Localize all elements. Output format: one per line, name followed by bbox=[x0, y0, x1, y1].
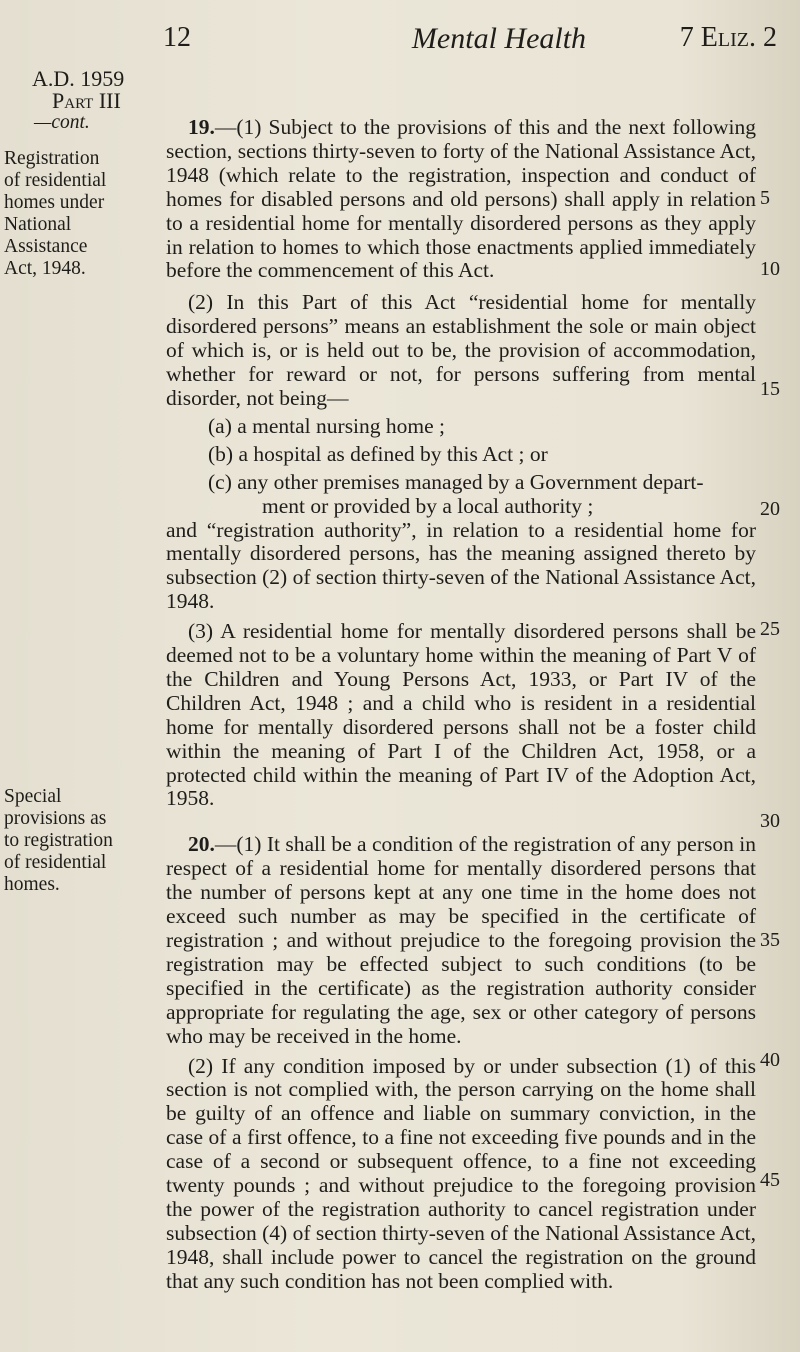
margin-year-part bbox=[4, 68, 152, 134]
section-20-subsection-2: (2) If any condition imposed by or under subsection (1) of this section is not complied with, the person carrying on the home shall be guilty of an offence and liable on summary conviction, in the case of a first offence, to a fine not exceeding five pounds and in the case of a second or subsequent offence, to a fine not exceeding twenty pounds ; and without prejudice to the foregoing provision the power of the registration authority to cancel registration under subsection (4) of section thirty-seven of the National Assistance Act, 1948, shall include power to cancel the registration on the ground that any such condition has not been complied with. bbox=[166, 1053, 756, 1293]
line-number: 35 bbox=[760, 929, 780, 951]
list-item-c-continued: ment or provided by a local authority ; bbox=[262, 493, 594, 518]
margin-note-special-provisions bbox=[4, 786, 152, 896]
margin-note-line: Registration bbox=[4, 148, 100, 169]
margin-note-line: Act, 1948. bbox=[4, 258, 86, 279]
margin-note-line: to registration bbox=[4, 830, 113, 851]
section-number: 20. bbox=[188, 832, 215, 857]
margin-note-line: provisions as bbox=[4, 808, 107, 829]
margin-note-line: National bbox=[4, 214, 72, 235]
line-number: 15 bbox=[760, 378, 780, 400]
margin-note-line: of residential bbox=[4, 852, 107, 873]
section-19-subsection-2: (2) In this Part of this Act “residential home for mentally disordered persons” means an establishment the sole or main object of which is, or is held out to be, the provision of accommodation, whether for reward or not, for persons suffering from mental disorder, not being— bbox=[166, 290, 756, 410]
paragraph-text: —(1) Subject to the provisions of this and the next following section, sections thirty-seven to forty of the National Assistance Act, 1948 (which relate to the registration, inspection and conduct of homes for disabled persons and old persons) shall apply in relation to a residential home for mentally disordered persons as they apply in relation to homes to which those enactments applied immediately before the commencement of this Act. bbox=[166, 115, 756, 283]
margin-note-line: Assistance bbox=[4, 236, 88, 257]
line-number: 40 bbox=[760, 1049, 780, 1071]
list-item-a: (a) a mental nursing home ; bbox=[208, 413, 446, 438]
margin-note-line: homes under bbox=[4, 192, 105, 213]
section-20-subsection-1 bbox=[166, 833, 756, 1048]
list-item-c: (c) any other premises managed by a Government depart- bbox=[208, 469, 704, 494]
page-header bbox=[163, 22, 777, 62]
line-number: 5 bbox=[760, 187, 770, 209]
section-19-subsection-2-continued: and “registration authority”, in relation to a residential home for mentally disordered persons, has the meaning assigned thereto by subsection (2) of section thirty-seven of the National Assistance Act, 1948. bbox=[166, 517, 756, 614]
margin-note-line: of residential bbox=[4, 170, 107, 191]
page-number: 12 bbox=[163, 22, 191, 53]
margin-note-line: Special bbox=[4, 786, 62, 807]
section-19-subsection-1 bbox=[166, 116, 756, 283]
line-number: 25 bbox=[760, 618, 780, 640]
line-number: 30 bbox=[760, 810, 780, 832]
regnal-year: 7 Eliz. 2 bbox=[679, 22, 777, 53]
line-number: 45 bbox=[760, 1169, 780, 1191]
margin-note-line: homes. bbox=[4, 874, 60, 895]
margin-year: A.D. 1959 bbox=[32, 66, 125, 91]
margin-part: Part III bbox=[52, 88, 121, 113]
section-19-subsection-3: (3) A residential home for mentally disordered persons shall be deemed not to be a voluntary home within the meaning of Part V of the Children and Young Persons Act, 1933, or Part IV of the Children Act, 1948 ; and a child who is resident in a residential home for mentally disordered persons shall not be a foster child within the meaning of Part I of the Children Act, 1958, or a protected child within the meaning of Part IV of the Adoption Act, 1958. bbox=[166, 619, 756, 811]
section-number: 19. bbox=[188, 115, 215, 139]
list-item-b: (b) a hospital as defined by this Act ; or bbox=[208, 441, 548, 466]
line-number: 10 bbox=[760, 258, 780, 280]
running-title: Mental Health bbox=[411, 22, 587, 55]
paragraph-text: —(1) It shall be a condition of the registration of any person in respect of a residential home for mentally disordered persons that the number of persons kept at any one time in the home does not exceed such number as may be specified in the certificate of registration ; and without prejudice to the foregoing provision the registration may be effected subject to such conditions (to be specified in the certificate) as the registration authority consider appropriate for regulating the age, sex or other category of persons who may be received in the home. bbox=[166, 832, 756, 1048]
margin-note-registration bbox=[4, 148, 152, 280]
main-text bbox=[166, 116, 756, 1294]
line-number: 20 bbox=[760, 498, 780, 520]
margin-cont: —cont. bbox=[34, 112, 90, 133]
